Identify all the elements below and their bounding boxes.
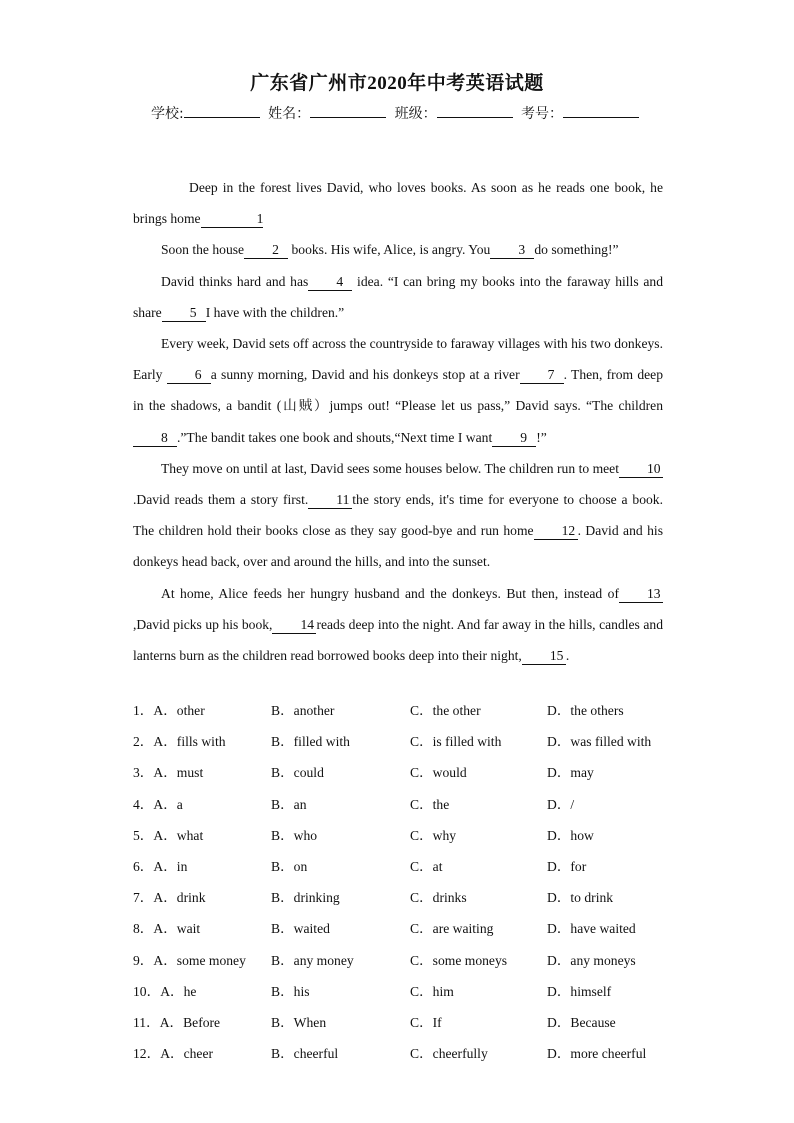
option-choice[interactable] bbox=[547, 950, 636, 972]
page-title: 广东省广州市2020年中考英语试题 bbox=[250, 73, 544, 94]
cloze-blank[interactable]: 11 bbox=[308, 492, 352, 509]
passage-paragraph bbox=[133, 234, 663, 265]
question-number: 7． bbox=[133, 890, 154, 906]
exam-number-blank[interactable] bbox=[563, 105, 639, 118]
option-choice[interactable] bbox=[133, 731, 226, 753]
question-row bbox=[133, 700, 673, 731]
option-choice[interactable] bbox=[410, 825, 456, 847]
option-text: A．drink bbox=[153, 890, 206, 906]
option-choice[interactable] bbox=[271, 887, 340, 909]
option-choice[interactable] bbox=[547, 700, 624, 722]
question-row bbox=[133, 825, 673, 856]
option-choice[interactable] bbox=[547, 918, 636, 940]
question-row bbox=[133, 918, 673, 949]
passage-text: .David reads them a story first. bbox=[133, 492, 309, 508]
option-text: A．other bbox=[153, 703, 205, 718]
option-choice[interactable] bbox=[271, 918, 330, 940]
option-text: D．how bbox=[547, 827, 594, 843]
passage-text: David thinks hard and has bbox=[161, 273, 309, 289]
option-choice[interactable] bbox=[271, 950, 354, 972]
option-choice[interactable] bbox=[133, 700, 205, 722]
question-options bbox=[133, 700, 673, 1074]
option-choice[interactable] bbox=[547, 856, 586, 878]
passage-paragraph bbox=[133, 578, 663, 672]
passage-text: . bbox=[565, 648, 570, 664]
passage-paragraph bbox=[133, 453, 663, 578]
option-text: B．When bbox=[271, 1014, 327, 1030]
option-text: C．If bbox=[410, 1014, 442, 1030]
question-row bbox=[133, 794, 673, 825]
cloze-blank[interactable]: 8 bbox=[133, 430, 177, 447]
school-blank[interactable] bbox=[184, 105, 260, 118]
option-choice[interactable] bbox=[410, 887, 467, 909]
question-row bbox=[133, 887, 673, 918]
question-number: 2． bbox=[133, 734, 154, 750]
question-row bbox=[133, 950, 673, 981]
option-choice[interactable] bbox=[133, 762, 203, 784]
passage-text: !” bbox=[536, 429, 547, 445]
passage-text: do something!” bbox=[534, 242, 619, 258]
option-text: B．could bbox=[271, 765, 324, 781]
cloze-blank[interactable]: 14 bbox=[272, 617, 316, 634]
option-text: C．the other bbox=[410, 703, 481, 718]
passage-text: At home, Alice feeds her hungry husband and the donkeys. But then, instead of bbox=[161, 585, 619, 601]
question-number: 8． bbox=[133, 921, 154, 937]
option-text: A．he bbox=[160, 983, 197, 999]
cloze-blank[interactable]: 12 bbox=[534, 523, 578, 540]
question-number: 10． bbox=[133, 983, 161, 999]
passage-paragraph bbox=[133, 328, 663, 453]
option-choice[interactable] bbox=[271, 1043, 338, 1065]
option-choice[interactable] bbox=[547, 762, 594, 784]
cloze-blank[interactable]: 3 bbox=[490, 242, 534, 259]
option-text: C．would bbox=[410, 765, 467, 781]
option-choice[interactable] bbox=[133, 825, 203, 847]
cloze-blank[interactable]: 4 bbox=[308, 274, 352, 291]
cloze-blank[interactable]: 13 bbox=[619, 586, 663, 603]
option-choice[interactable] bbox=[133, 1012, 220, 1034]
option-text: D．to drink bbox=[547, 890, 614, 906]
option-text: A．some money bbox=[153, 952, 246, 968]
passage-text: . David and his donkeys head back, over and around the hills, and into the sunset. bbox=[133, 523, 663, 570]
cloze-blank[interactable]: 7 bbox=[520, 367, 564, 384]
option-text: C．him bbox=[410, 983, 454, 999]
option-choice[interactable] bbox=[410, 1012, 442, 1034]
class-label: 班级： bbox=[394, 106, 437, 122]
option-choice[interactable] bbox=[410, 981, 454, 1003]
cloze-passage bbox=[133, 172, 663, 671]
option-text: D．for bbox=[547, 858, 587, 874]
option-choice[interactable] bbox=[133, 950, 246, 972]
option-choice[interactable] bbox=[410, 794, 449, 816]
option-choice[interactable] bbox=[410, 950, 507, 972]
name-blank[interactable] bbox=[310, 105, 386, 118]
option-text: D．himself bbox=[547, 983, 612, 999]
option-text: C．at bbox=[410, 858, 443, 874]
question-number: 1． bbox=[133, 703, 154, 718]
option-text: D．more cheerful bbox=[547, 1046, 647, 1062]
option-choice[interactable] bbox=[410, 731, 501, 753]
option-text: A．fills with bbox=[153, 734, 226, 750]
option-choice[interactable] bbox=[547, 794, 574, 816]
passage-text: Every week, David sets off across the countryside to faraway villages with his two donkeys. Early bbox=[133, 336, 663, 383]
cloze-blank[interactable]: 9 bbox=[492, 430, 536, 447]
student-info-line bbox=[0, 103, 794, 123]
option-text: C．some moneys bbox=[410, 952, 508, 968]
option-choice[interactable] bbox=[410, 856, 442, 878]
passage-text: .”The bandit takes one book and shouts,“Next time I want bbox=[177, 429, 493, 445]
option-choice[interactable] bbox=[133, 1043, 213, 1065]
question-number: 9． bbox=[133, 952, 154, 968]
option-text: A．what bbox=[153, 827, 204, 843]
option-text: B．drinking bbox=[271, 890, 340, 906]
option-choice[interactable] bbox=[271, 762, 324, 784]
option-choice[interactable] bbox=[271, 700, 334, 722]
option-choice[interactable] bbox=[547, 825, 594, 847]
question-row bbox=[133, 856, 673, 887]
passage-text: a sunny morning, David and his donkeys stop at a river bbox=[210, 367, 520, 383]
option-choice[interactable] bbox=[133, 981, 196, 1003]
option-text: D．/ bbox=[547, 796, 575, 812]
option-text: D．have waited bbox=[547, 921, 636, 937]
option-text: C．is filled with bbox=[410, 734, 502, 750]
option-text: A．wait bbox=[153, 921, 201, 937]
option-text: D．the others bbox=[547, 703, 624, 718]
option-choice[interactable] bbox=[410, 918, 493, 940]
cloze-blank[interactable]: 15 bbox=[522, 648, 566, 665]
passage-text: reads deep into the night. And far away in the hills, candles and lanterns burn as the children read borrowed books deep into their night, bbox=[133, 616, 663, 664]
option-text: D．Because bbox=[547, 1014, 616, 1030]
cloze-blank[interactable]: 10 bbox=[619, 461, 663, 478]
passage-text: They move on until at last, David sees some houses below. The children run to meet bbox=[161, 460, 619, 476]
passage-text: idea. “I can bring my books into the faraway hills and share bbox=[133, 273, 663, 320]
passage-text: Deep in the forest lives David, who loves books. As soon as he reads one book, he brings home bbox=[133, 180, 663, 227]
passage-text: I have with the children.” bbox=[205, 304, 345, 320]
option-choice[interactable] bbox=[133, 887, 206, 909]
option-text: B．an bbox=[271, 796, 307, 812]
question-row bbox=[133, 1012, 673, 1043]
option-choice[interactable] bbox=[410, 1043, 488, 1065]
exam-number-label: 考号： bbox=[521, 106, 564, 122]
question-row bbox=[133, 1043, 673, 1074]
option-text: B．filled with bbox=[271, 734, 350, 750]
option-text: B．who bbox=[271, 827, 318, 843]
option-choice[interactable] bbox=[410, 700, 481, 722]
passage-paragraph bbox=[133, 172, 663, 234]
option-choice[interactable] bbox=[547, 981, 611, 1003]
option-text: D．any moneys bbox=[547, 952, 636, 968]
option-text: A．must bbox=[153, 765, 204, 781]
option-text: A．Before bbox=[159, 1014, 221, 1030]
school-label: 学校: bbox=[150, 106, 184, 122]
option-choice[interactable] bbox=[133, 856, 187, 878]
option-text: B．waited bbox=[271, 921, 330, 937]
option-choice[interactable] bbox=[547, 1043, 646, 1065]
question-row bbox=[133, 731, 673, 762]
question-number: 11． bbox=[133, 1014, 160, 1030]
option-choice[interactable] bbox=[271, 794, 307, 816]
question-number: 4． bbox=[133, 796, 154, 812]
option-choice[interactable] bbox=[271, 731, 350, 753]
option-choice[interactable] bbox=[547, 1012, 616, 1034]
option-text: C．are waiting bbox=[410, 921, 494, 937]
cloze-blank[interactable]: 1 bbox=[201, 211, 264, 228]
option-text: B．another bbox=[271, 703, 335, 718]
option-choice[interactable] bbox=[410, 762, 467, 784]
passage-text: the story ends, it's time for everyone to choose a book. The children hold their books close as they say good-bye and run home bbox=[133, 492, 663, 539]
option-choice[interactable] bbox=[271, 981, 310, 1003]
option-choice[interactable] bbox=[271, 825, 317, 847]
passage-text: . Then, from deep in the shadows, a bandit (山贼）jumps out! “Please let us pass,” David says. “The children bbox=[133, 367, 663, 414]
option-choice[interactable] bbox=[547, 731, 651, 753]
passage-text: Soon the house bbox=[161, 242, 245, 258]
option-choice[interactable] bbox=[271, 856, 307, 878]
question-number: 5． bbox=[133, 827, 154, 843]
option-text: C．why bbox=[410, 827, 457, 843]
passage-paragraph bbox=[133, 266, 663, 328]
option-text: B．any money bbox=[271, 952, 354, 968]
passage-text: ,David picks up his book, bbox=[133, 616, 273, 632]
question-row bbox=[133, 762, 673, 793]
option-choice[interactable] bbox=[133, 918, 200, 940]
option-text: D．was filled with bbox=[547, 734, 652, 750]
option-text: B．cheerful bbox=[271, 1046, 339, 1062]
option-text: A．cheer bbox=[160, 1046, 214, 1062]
option-text: B．his bbox=[271, 983, 310, 999]
question-number: 3． bbox=[133, 765, 154, 781]
option-choice[interactable] bbox=[271, 1012, 326, 1034]
option-text: C．cheerfully bbox=[410, 1046, 488, 1062]
option-text: D．may bbox=[547, 765, 594, 781]
cloze-blank[interactable]: 6 bbox=[167, 367, 211, 384]
option-text: A．a bbox=[153, 796, 183, 812]
cloze-blank[interactable]: 5 bbox=[162, 305, 206, 322]
name-label: 姓名： bbox=[268, 106, 311, 122]
cloze-blank[interactable]: 2 bbox=[244, 242, 288, 259]
question-number: 6． bbox=[133, 858, 154, 874]
option-text: B．on bbox=[271, 858, 308, 874]
option-text: C．the bbox=[410, 796, 450, 812]
option-choice[interactable] bbox=[133, 794, 183, 816]
option-text: C．drinks bbox=[410, 890, 467, 906]
option-text: A．in bbox=[153, 858, 188, 874]
question-number: 12． bbox=[133, 1046, 161, 1062]
passage-text: books. His wife, Alice, is angry. You bbox=[288, 242, 491, 258]
option-choice[interactable] bbox=[547, 887, 613, 909]
class-blank[interactable] bbox=[437, 105, 513, 118]
question-row bbox=[133, 981, 673, 1012]
